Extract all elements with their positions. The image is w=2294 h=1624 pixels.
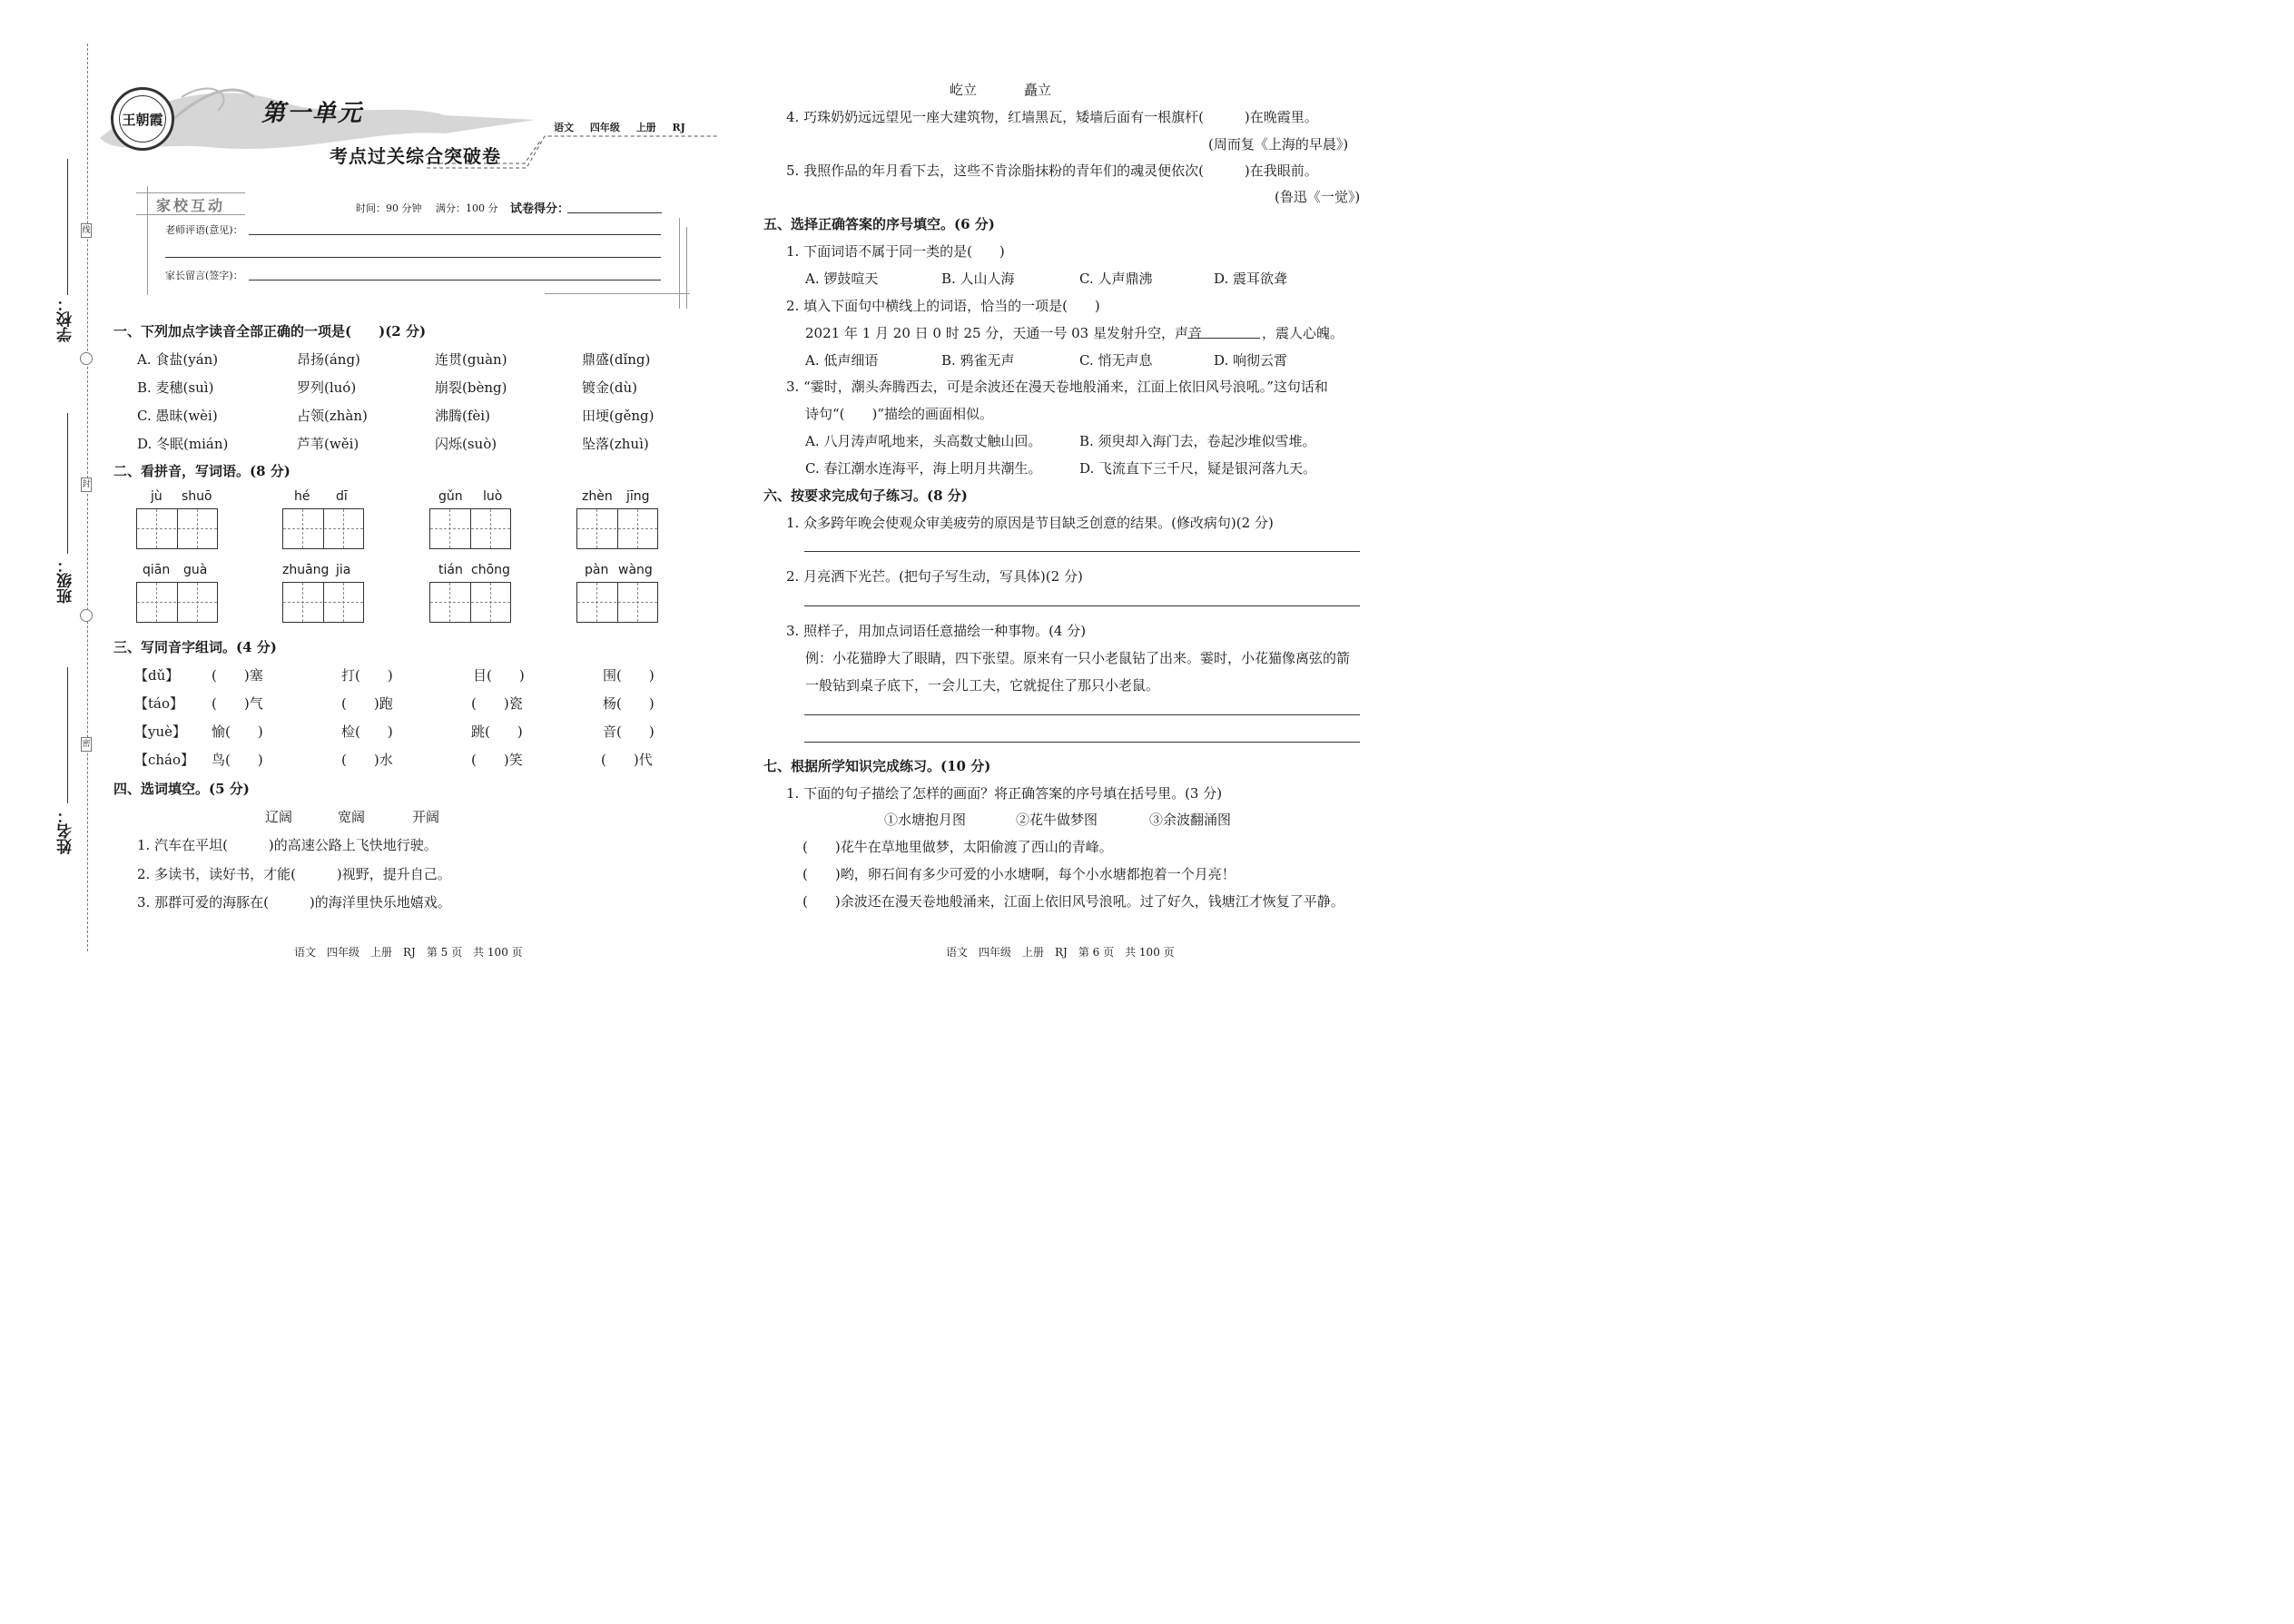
q4-item-4[interactable]: 4. 巧珠奶奶远远望见一座大建筑物，红墙黑瓦，矮墙后面有一根旗杆( )在晚霞里。 <box>786 109 1318 125</box>
q3-chao-1[interactable]: 鸟( ) <box>212 752 263 768</box>
q4-item-1[interactable]: 1. 汽车在平坦( )的高速公路上飞快地行驶。 <box>137 837 438 853</box>
jiaxiao-frame-top <box>136 192 245 193</box>
score-input-line[interactable] <box>567 212 662 213</box>
q2-py-1b: shuō <box>182 489 212 504</box>
q1-a3: 连贯(guàn) <box>435 351 507 368</box>
q2-tianzige-8[interactable] <box>576 582 658 623</box>
q3-yue-2[interactable]: 检( ) <box>341 723 393 740</box>
q2-py-1a: jù <box>151 489 162 504</box>
q4-item-4-source: (周而复《上海的早晨》) <box>1208 136 1349 153</box>
seal-char-mi: 密 <box>81 737 92 752</box>
q4-item-2[interactable]: 2. 多读书，读好书，才能( )视野，提升自己。 <box>137 866 451 882</box>
q4-option-3: 开阔 <box>412 809 440 825</box>
q6-s3: 3. 照样子，用加点词语任意描绘一种事物。(4 分) <box>786 623 1087 639</box>
q6-example-line2: 一般钻到桌子底下，一会儿工夫，它就捉住了那只小老鼠。 <box>805 677 1160 694</box>
q6-s3-answer-line1[interactable] <box>804 714 1360 715</box>
name-label: 姓名： <box>57 808 75 854</box>
q3-yue-4[interactable]: 音( ) <box>603 723 655 740</box>
q7-item-1[interactable]: ( )花牛在草地里做梦，太阳偷渡了西山的青峰。 <box>802 839 1113 855</box>
q1-b4: 镀金(dù) <box>582 379 637 396</box>
q5-s2-opt-d: D. 响彻云霄 <box>1214 352 1288 369</box>
q2-title: 二、看拼音，写词语。(8 分) <box>113 463 290 479</box>
q2-tianzige-5[interactable] <box>136 582 218 623</box>
q1-c4: 田埂(gěng) <box>582 408 655 424</box>
q6-title: 六、按要求完成句子练习。(8 分) <box>763 487 968 504</box>
binding-dashed-line <box>87 44 88 951</box>
q3-tao-3[interactable]: ( )瓷 <box>471 695 523 712</box>
q2-py-2a: hé <box>294 489 310 504</box>
seal-char-feng: 封 <box>81 477 92 492</box>
unit-title: 第一单元 <box>261 100 364 127</box>
jiaxiao-frame-right2 <box>686 227 687 309</box>
meta-subject: 语文 <box>554 122 574 133</box>
q3-chao-2[interactable]: ( )水 <box>341 752 393 768</box>
q1-a2: 昂扬(áng) <box>297 351 360 368</box>
q6-s1: 1. 众多跨年晚会使观众审美疲劳的原因是节目缺乏创意的结果。(修改病句)(2 分) <box>786 515 1274 531</box>
q7-item-3[interactable]: ( )余波还在漫天卷地般涌来，江面上依旧风号浪吼。过了好久，钱塘江才恢复了平静。 <box>802 893 1344 910</box>
teacher-comment-label: 老师评语(意见)： <box>165 224 243 236</box>
q1-c1: C. 愚昧(wèi) <box>137 408 218 424</box>
q5-s3-line2[interactable]: 诗句“( )”描绘的画面相似。 <box>805 406 994 422</box>
q3-du-2[interactable]: 打( ) <box>341 667 393 684</box>
q7-opt-3: ③余波翻涌图 <box>1149 812 1232 828</box>
q7-s1: 1. 下面的句子描绘了怎样的画面？将正确答案的序号填在括号里。(3 分) <box>786 785 1223 802</box>
q3-title: 三、写同音字组词。(4 分) <box>113 639 277 655</box>
q3-tao-2[interactable]: ( )跑 <box>341 695 393 712</box>
q6-s1-answer-line[interactable] <box>804 551 1360 552</box>
school-field-line[interactable] <box>67 159 68 295</box>
q5-s3-opt-d: D. 飞流直下三千尺，疑是银河落九天。 <box>1079 460 1317 477</box>
q2-tianzige-1[interactable] <box>136 508 218 549</box>
q7-title: 七、根据所学知识完成练习。(10 分) <box>763 758 991 774</box>
parent-comment-line[interactable] <box>249 280 661 281</box>
q2-py-8b: wàng <box>618 563 653 577</box>
q5-s2-opt-b: B. 鸦雀无声 <box>941 352 1015 369</box>
meta-grade: 四年级 <box>589 122 620 133</box>
q2-py-3a: gǔn <box>438 489 463 504</box>
q3-yue-3[interactable]: 跳( ) <box>471 723 523 740</box>
q5-s2-opt-c: C. 悄无声息 <box>1079 352 1153 369</box>
class-field-line[interactable] <box>67 413 68 554</box>
q4-option2-2: 矗立 <box>1024 82 1052 98</box>
q4-item-5-source: (鲁迅《一觉》) <box>1275 189 1361 205</box>
q1-d4: 坠落(zhuì) <box>582 436 649 452</box>
book-meta <box>554 120 698 134</box>
q3-du-4[interactable]: 围( ) <box>603 667 655 684</box>
footer-left: 语文 四年级 上册 RJ 第 5 页 共 100 页 <box>294 946 523 959</box>
q2-py-2b: dī <box>336 489 348 504</box>
q5-s2-sentence-a: 2021 年 1 月 20 日 0 时 25 分，天通一号 03 星发射升空，声音 <box>805 325 1202 341</box>
jiaxiao-label: 家校互动 <box>156 197 226 214</box>
q5-s2[interactable]: 2. 填入下面句中横线上的词语，恰当的一项是( ) <box>786 298 1100 314</box>
q2-py-4b: jīng <box>626 489 650 504</box>
exam-full-score: 满分：100 分 <box>436 202 498 214</box>
q7-opt-2: ②花牛做梦图 <box>1016 812 1098 828</box>
q2-py-6b: jia <box>336 563 351 577</box>
q5-s1-opt-c: C. 人声鼎沸 <box>1079 271 1153 287</box>
q3-key-yue: 【yuè】 <box>134 723 187 740</box>
q5-s1[interactable]: 1. 下面词语不属于同一类的是( ) <box>786 243 1005 260</box>
binding-ring-icon <box>80 609 93 622</box>
q1-b3: 崩裂(bèng) <box>435 379 507 396</box>
score-label: 试卷得分： <box>510 202 570 216</box>
q3-du-1[interactable]: ( )塞 <box>212 667 263 684</box>
q6-s3-answer-line2[interactable] <box>804 742 1360 743</box>
q2-py-3b: luò <box>483 489 503 504</box>
q5-title: 五、选择正确答案的序号填空。(6 分) <box>763 216 995 232</box>
school-label: 学校： <box>57 296 75 342</box>
q3-key-tao: 【táo】 <box>134 695 184 712</box>
q4-option-1: 辽阔 <box>265 809 293 825</box>
q4-option-2: 宽阔 <box>338 809 366 825</box>
q1-c2: 占领(zhàn) <box>297 408 368 424</box>
q5-s3-line1: 3. “霎时，潮头奔腾西去，可是余波还在漫天卷地般涌来，江面上依旧风号浪吼。”这句话和 <box>786 379 1328 395</box>
teacher-comment-line[interactable] <box>249 234 661 235</box>
q5-s1-opt-a: A. 锣鼓喧天 <box>805 271 879 287</box>
q1-a4: 鼎盛(dǐng) <box>582 351 651 368</box>
q2-py-5b: guà <box>183 563 208 577</box>
q2-py-5a: qiān <box>143 563 171 577</box>
q5-s2-blank[interactable] <box>1187 338 1260 339</box>
q7-opt-1: ①水塘抱月图 <box>884 812 967 828</box>
q2-tianzige-6[interactable] <box>282 582 364 623</box>
q5-s2-opt-a: A. 低声细语 <box>805 352 879 369</box>
brand-logo <box>111 87 174 151</box>
q3-yue-1[interactable]: 愉( ) <box>212 723 263 740</box>
q7-item-2[interactable]: ( )哟，卵石间有多少可爱的小水塘啊，每个小水塘都抱着一个月亮！ <box>802 866 1236 882</box>
binding-ring-icon <box>80 352 93 365</box>
q2-py-8a: pàn <box>585 563 609 577</box>
meta-edition: RJ <box>672 122 685 133</box>
q2-tianzige-3[interactable] <box>429 508 511 549</box>
q3-chao-4[interactable]: ( )代 <box>601 752 653 768</box>
class-label: 班级： <box>57 557 75 604</box>
q5-s3-opt-c: C. 春江潮水连海平，海上明月共潮生。 <box>805 460 1042 477</box>
q6-s2: 2. 月亮洒下光芒。(把句子写生动，写具体)(2 分) <box>786 568 1083 585</box>
q1-title: 一、下列加点字读音全部正确的一项是( )(2 分) <box>113 323 427 340</box>
jiaxiao-frame-right <box>679 218 680 309</box>
q5-s1-opt-d: D. 震耳欲聋 <box>1214 271 1288 287</box>
q1-a1: A. 食盐(yán) <box>137 351 219 368</box>
q5-s3-opt-b: B. 须臾却入海门去，卷起沙堆似雪堆。 <box>1079 433 1316 449</box>
q5-s3-opt-a: A. 八月涛声吼地来，头高数丈触山回。 <box>805 433 1042 449</box>
q2-py-6a: zhuāng <box>282 563 330 577</box>
q1-d1: D. 冬眠(mián) <box>137 436 229 452</box>
jiaxiao-frame-left <box>147 186 148 295</box>
exam-title: 考点过关综合突破卷 <box>330 145 501 167</box>
q4-title: 四、选词填空。(5 分) <box>113 781 250 797</box>
q1-d3: 闪烁(suò) <box>435 436 497 452</box>
q4-item-5[interactable]: 5. 我照作品的年月看下去，这些不肯涂脂抹粉的青年们的魂灵便依次( )在我眼前。 <box>786 162 1318 179</box>
footer-right: 语文 四年级 上册 RJ 第 6 页 共 100 页 <box>946 946 1175 959</box>
q2-tianzige-2[interactable] <box>282 508 364 549</box>
parent-comment-label: 家长留言(签字)： <box>165 270 243 281</box>
q1-c3: 沸腾(fèi) <box>435 408 490 424</box>
q5-s2-sentence-b: ，震人心魄。 <box>1262 325 1344 341</box>
q1-b1: B. 麦穗(suì) <box>137 379 214 396</box>
q2-tianzige-4[interactable] <box>576 508 658 549</box>
q1-b2: 罗列(luó) <box>297 379 357 396</box>
teacher-comment-line2[interactable] <box>165 257 661 258</box>
meta-volume: 上册 <box>635 122 656 133</box>
q3-chao-3[interactable]: ( )笑 <box>471 752 523 768</box>
q2-py-7b: chōng <box>471 563 510 577</box>
q2-tianzige-7[interactable] <box>429 582 511 623</box>
q3-tao-1[interactable]: ( )气 <box>212 695 263 712</box>
brand-logo-text: 王朝霞 <box>119 95 166 143</box>
q3-key-du: 【dǔ】 <box>134 667 180 684</box>
jiaxiao-frame-bottom2 <box>545 293 690 294</box>
q3-key-chao: 【cháo】 <box>134 752 195 768</box>
q6-example-line1: 例：小花猫睁大了眼睛，四下张望。原来有一只小老鼠钻了出来。霎时，小花猫像离弦的箭 <box>805 650 1351 666</box>
seal-char-xian: 线 <box>81 223 92 238</box>
q4-option2-1: 屹立 <box>950 82 978 98</box>
q3-du-3[interactable]: 目( ) <box>473 667 525 684</box>
q2-py-7a: tián <box>438 563 463 577</box>
q6-s2-answer-line[interactable] <box>804 605 1360 606</box>
q1-d2: 芦苇(wěi) <box>297 436 359 452</box>
q4-item-3[interactable]: 3. 那群可爱的海豚在( )的海洋里快乐地嬉戏。 <box>137 894 451 910</box>
exam-time: 时间：90 分钟 <box>356 202 422 214</box>
q5-s1-opt-b: B. 人山人海 <box>941 271 1015 287</box>
name-field-line[interactable] <box>67 667 68 803</box>
q2-py-4a: zhèn <box>582 489 613 504</box>
q3-tao-4[interactable]: 杨( ) <box>603 695 655 712</box>
